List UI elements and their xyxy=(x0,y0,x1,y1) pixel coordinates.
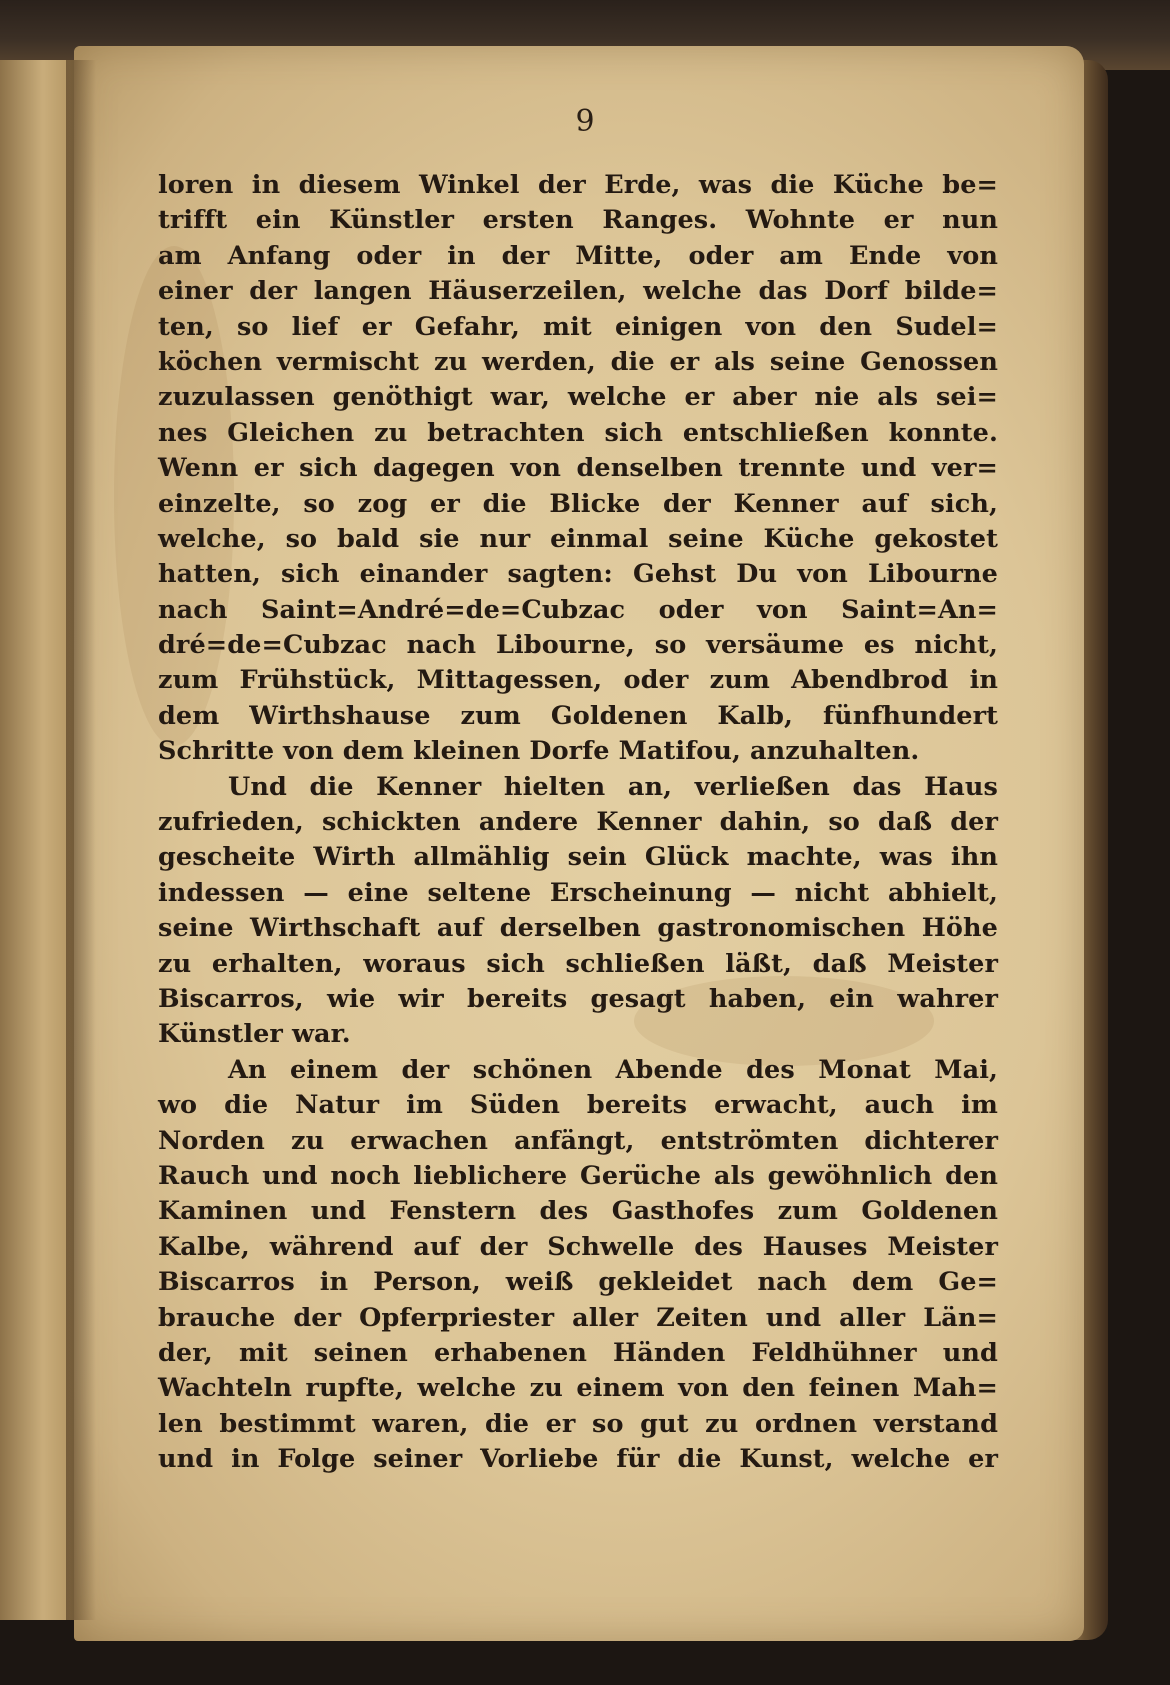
text-line: und in Folge seiner Vorliebe für die Kunst, welche er xyxy=(158,1444,998,1475)
text-line: Kalbe, während auf der Schwelle des Hauses Meister xyxy=(158,1231,998,1262)
text-line: Rauch und noch lieblichere Gerüche als gewöhnlich den xyxy=(158,1160,998,1191)
text-line: dré=de=Cubzac nach Libourne, so versäume es nicht, xyxy=(158,630,998,661)
text-line: zum Frühstück, Mittagessen, oder zum Abendbrod in xyxy=(158,665,998,696)
text-line: An einem der schönen Abende des Monat Mai, xyxy=(228,1054,998,1085)
text-line: brauche der Opferpriester aller Zeiten und aller Län= xyxy=(158,1302,998,1333)
text-line: seine Wirthschaft auf derselben gastronomischen Höhe xyxy=(158,913,998,944)
text-line: dem Wirthshause zum Goldenen Kalb, fünfhundert xyxy=(158,700,998,731)
text-line: gescheite Wirth allmählig sein Glück machte, was ihn xyxy=(158,842,998,873)
text-line: Künstler war. xyxy=(158,1019,351,1050)
text-line: zufrieden, schickten andere Kenner dahin, so daß der xyxy=(158,807,998,838)
text-line: trifft ein Künstler ersten Ranges. Wohnte er nun xyxy=(158,205,998,236)
text-line: len bestimmt waren, die er so gut zu ordnen verstand xyxy=(158,1408,998,1439)
spine-shadow xyxy=(66,60,96,1620)
text-line: indessen — eine seltene Erscheinung — nicht abhielt, xyxy=(158,877,998,908)
text-line: welche, so bald sie nur einmal seine Küche gekostet xyxy=(158,523,998,554)
text-line: wo die Natur im Süden bereits erwacht, auch im xyxy=(158,1090,998,1121)
text-line: nach Saint=André=de=Cubzac oder von Saint=An= xyxy=(158,594,998,625)
text-line: ten, so lief er Gefahr, mit einigen von den Sudel= xyxy=(158,311,998,342)
text-line: Biscarros in Person, weiß gekleidet nach dem Ge= xyxy=(158,1267,998,1298)
text-line: einzelte, so zog er die Blicke der Kenner auf sich, xyxy=(158,488,998,519)
text-line: Biscarros, wie wir bereits gesagt haben, ein wahrer xyxy=(158,983,998,1014)
text-line: Schritte von dem kleinen Dorfe Matifou, anzuhalten. xyxy=(158,736,920,767)
text-line: nes Gleichen zu betrachten sich entschließen konnte. xyxy=(158,417,998,448)
body-text xyxy=(158,168,998,1477)
text-line: der, mit seinen erhabenen Händen Feldhühner und xyxy=(158,1337,998,1368)
text-line: zuzulassen genöthigt war, welche er aber nie als sei= xyxy=(158,382,998,413)
text-line: zu erhalten, woraus sich schließen läßt, daß Meister xyxy=(158,948,998,979)
page-number: 9 xyxy=(575,104,595,139)
text-line: Und die Kenner hielten an, verließen das Haus xyxy=(228,771,998,802)
text-line: Norden zu erwachen anfängt, entströmten dichterer xyxy=(158,1125,998,1156)
text-line: köchen vermischt zu werden, die er als seine Genossen xyxy=(158,346,998,377)
text-line: loren in diesem Winkel der Erde, was die Küche be= xyxy=(158,170,998,200)
text-line: Wenn er sich dagegen von denselben trennte und ver= xyxy=(158,453,998,484)
text-line: Kaminen und Fenstern des Gasthofes zum Goldenen xyxy=(158,1196,998,1227)
text-line: Wachteln rupfte, welche zu einem von den feinen Mah= xyxy=(158,1373,998,1404)
text-line: am Anfang oder in der Mitte, oder am Ende von xyxy=(158,240,998,271)
text-line: einer der langen Häuserzeilen, welche das Dorf bilde= xyxy=(158,276,998,307)
text-line: hatten, sich einander sagten: Gehst Du von Libourne xyxy=(158,559,998,590)
